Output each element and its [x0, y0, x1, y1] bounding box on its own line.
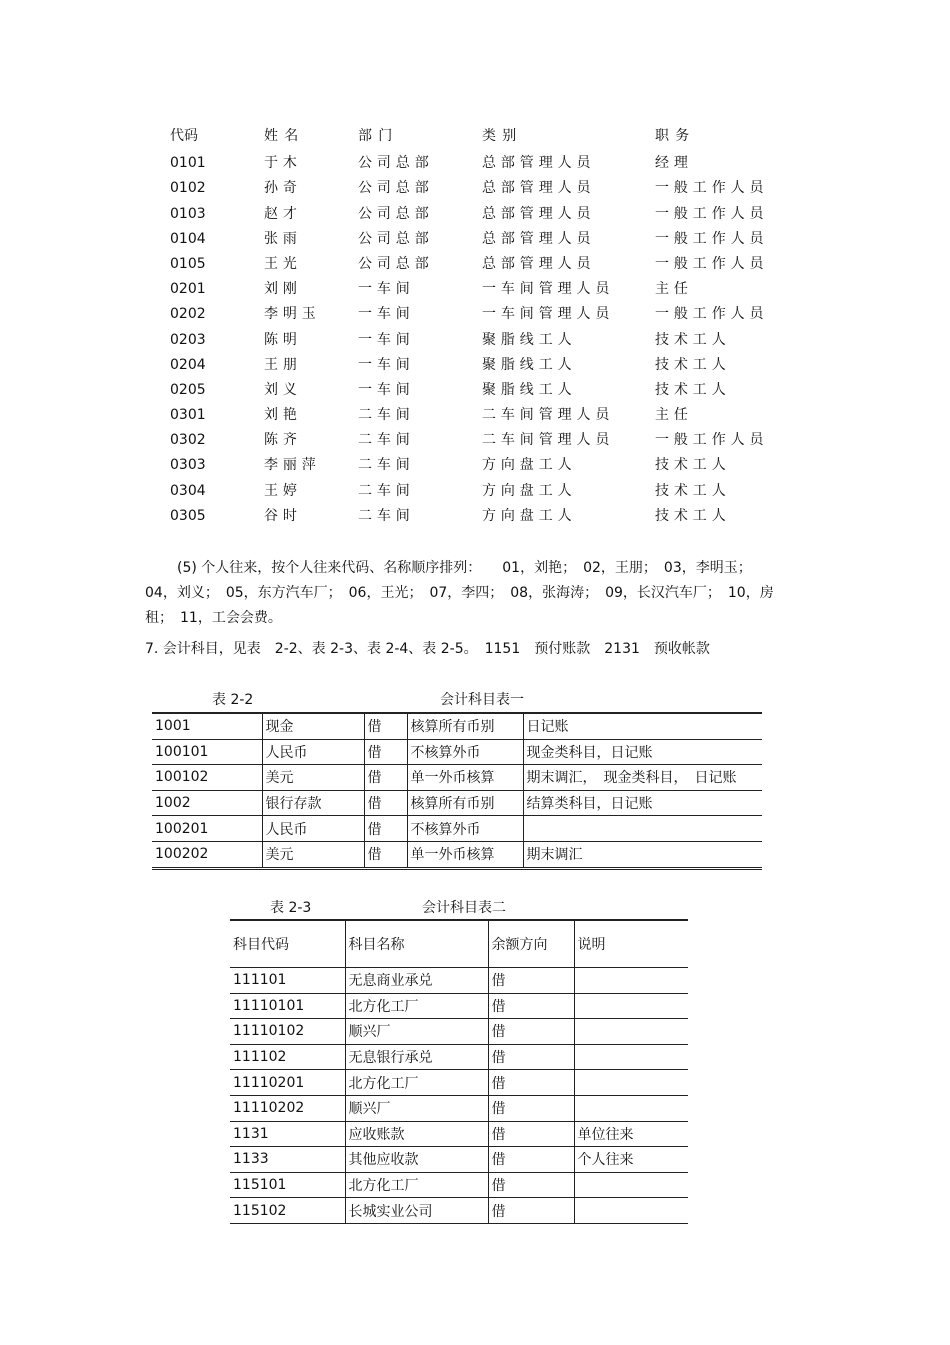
table-cell: 11110201 [230, 1070, 345, 1096]
staff-dept: 公司总部 [358, 255, 434, 272]
staff-dept: 一车间 [358, 381, 415, 398]
staff-position: 一般工作人员 [655, 432, 769, 449]
table-row [230, 1044, 688, 1070]
staff-dept: 一车间 [358, 356, 415, 373]
staff-dept: 公司总部 [358, 230, 434, 247]
header-account-name: 科目名称 [345, 920, 488, 968]
staff-position: 一般工作人员 [655, 306, 769, 323]
table-cell: 美元 [262, 841, 364, 868]
table-cell: 单位往来 [574, 1121, 688, 1147]
table-2-2-title: 会计科目表一 [440, 692, 524, 708]
table-row [152, 790, 762, 816]
staff-position: 经理 [655, 155, 693, 172]
table-cell: 1133 [230, 1147, 345, 1173]
table-cell: 核算所有币别 [407, 713, 523, 739]
staff-name: 陈明 [264, 331, 302, 348]
table-cell: 1131 [230, 1121, 345, 1147]
table-row [230, 1198, 688, 1224]
table-cell [574, 1095, 688, 1121]
staff-name: 李丽萍 [264, 457, 321, 474]
table-cell: 100101 [152, 739, 262, 765]
table-cell: 长城实业公司 [345, 1198, 488, 1224]
table-cell: 借 [488, 993, 574, 1019]
table-cell: 现金 [262, 713, 364, 739]
table-cell: 日记账 [523, 713, 762, 739]
staff-dept: 二车间 [358, 507, 415, 524]
table-2-3-title: 会计科目表二 [422, 900, 506, 916]
header-position: 职务 [655, 128, 696, 144]
table-cell: 美元 [262, 765, 364, 791]
paragraph-5 [145, 556, 810, 631]
staff-code: 0301 [170, 407, 206, 424]
staff-dept: 二车间 [358, 432, 415, 449]
table-cell: 单一外币核算 [407, 841, 523, 868]
table-cell: 其他应收款 [345, 1147, 488, 1173]
table-row [230, 1121, 688, 1147]
staff-code: 0104 [170, 230, 206, 247]
staff-code: 0304 [170, 482, 206, 499]
staff-position: 主任 [655, 407, 693, 424]
table-cell: 借 [364, 841, 407, 868]
table-cell: 借 [488, 1044, 574, 1070]
staff-category: 聚脂线工人 [482, 381, 577, 398]
staff-code: 0203 [170, 331, 206, 348]
table-cell: 100102 [152, 765, 262, 791]
staff-position: 技术工人 [655, 331, 731, 348]
table-cell: 借 [364, 739, 407, 765]
staff-position: 一般工作人员 [655, 230, 769, 247]
staff-category: 一车间管理人员 [482, 306, 615, 323]
header-note: 说明 [574, 920, 688, 968]
table-cell: 借 [488, 1019, 574, 1045]
staff-code: 0302 [170, 432, 206, 449]
staff-code: 0105 [170, 255, 206, 272]
table-row [230, 968, 688, 994]
staff-name: 张雨 [264, 230, 302, 247]
table-2-2-label: 表 2-2 [212, 692, 254, 708]
table-cell: 不核算外币 [407, 816, 523, 842]
header-category: 类别 [482, 128, 523, 144]
table-cell [574, 1019, 688, 1045]
table-cell: 借 [488, 1070, 574, 1096]
staff-dept: 一车间 [358, 281, 415, 298]
table-cell: 不核算外币 [407, 739, 523, 765]
table-cell: 115101 [230, 1172, 345, 1198]
table-cell: 人民币 [262, 816, 364, 842]
table-row [230, 1019, 688, 1045]
table-row [152, 816, 762, 842]
staff-name: 谷时 [264, 507, 302, 524]
accounts-table-1 [152, 712, 762, 870]
table-cell: 期末调汇， 现金类科目， 日记账 [523, 765, 762, 791]
table-cell: 11110102 [230, 1019, 345, 1045]
table-cell: 结算类科目，日记账 [523, 790, 762, 816]
staff-position: 技术工人 [655, 507, 731, 524]
table-cell: 100201 [152, 816, 262, 842]
staff-name: 刘刚 [264, 281, 302, 298]
staff-code: 0101 [170, 155, 206, 172]
table-cell [574, 1198, 688, 1224]
table-cell: 借 [364, 816, 407, 842]
staff-category: 总部管理人员 [482, 205, 596, 222]
staff-code: 0102 [170, 180, 206, 197]
staff-code: 0303 [170, 457, 206, 474]
staff-name: 李明玉 [264, 306, 321, 323]
staff-category: 聚脂线工人 [482, 356, 577, 373]
table-cell: 借 [488, 1198, 574, 1224]
staff-dept: 一车间 [358, 306, 415, 323]
table-cell: 111102 [230, 1044, 345, 1070]
table-cell: 银行存款 [262, 790, 364, 816]
table-cell: 借 [364, 790, 407, 816]
table-cell: 北方化工厂 [345, 1070, 488, 1096]
header-balance-direction: 余额方向 [488, 920, 574, 968]
table-cell: 现金类科目，日记账 [523, 739, 762, 765]
staff-code: 0103 [170, 205, 206, 222]
staff-category: 一车间管理人员 [482, 281, 615, 298]
staff-name: 王婷 [264, 482, 302, 499]
staff-position: 技术工人 [655, 482, 731, 499]
staff-category: 二车间管理人员 [482, 407, 615, 424]
table-cell: 应收账款 [345, 1121, 488, 1147]
table-cell: 借 [364, 713, 407, 739]
staff-code: 0305 [170, 507, 206, 524]
paragraph-5-line1: (5) 个人往来，按个人往来代码、名称顺序排列： 01，刘艳； 02，王朋； 03，李明玉； [177, 560, 752, 576]
table-cell: 1001 [152, 713, 262, 739]
table-cell: 115102 [230, 1198, 345, 1224]
staff-category: 总部管理人员 [482, 180, 596, 197]
table-row [152, 739, 762, 765]
paragraph-5-line2: 04，刘义； 05，东方汽车厂； 06，王光； 07，李四； 08，张海涛； 09，长汉汽车厂； 10，房 [145, 585, 774, 601]
table-cell: 11110202 [230, 1095, 345, 1121]
staff-position: 技术工人 [655, 381, 731, 398]
table-cell: 11110101 [230, 993, 345, 1019]
staff-name: 于木 [264, 155, 302, 172]
table-cell: 100202 [152, 841, 262, 868]
table-cell: 无息银行承兑 [345, 1044, 488, 1070]
table-row [230, 1172, 688, 1198]
staff-category: 二车间管理人员 [482, 432, 615, 449]
table-cell: 111101 [230, 968, 345, 994]
staff-name: 陈齐 [264, 432, 302, 449]
paragraph-7: 7. 会计科目，见表 2-2、表 2-3、表 2-4、表 2-5。 1151 预付账款 2131 预收帐款 [145, 641, 710, 657]
staff-dept: 公司总部 [358, 180, 434, 197]
staff-category: 总部管理人员 [482, 255, 596, 272]
table-cell: 无息商业承兑 [345, 968, 488, 994]
staff-name: 刘义 [264, 381, 302, 398]
staff-dept: 二车间 [358, 482, 415, 499]
table-cell: 借 [364, 765, 407, 791]
table-row [152, 765, 762, 791]
staff-code: 0202 [170, 306, 206, 323]
table-cell: 借 [488, 1121, 574, 1147]
staff-position: 主任 [655, 281, 693, 298]
table-row [230, 1070, 688, 1096]
staff-name: 王光 [264, 255, 302, 272]
table-row [230, 1095, 688, 1121]
table-cell: 借 [488, 1147, 574, 1173]
staff-category: 总部管理人员 [482, 155, 596, 172]
paragraph-5-line3: 租； 11，工会会费。 [145, 610, 282, 626]
staff-dept: 公司总部 [358, 155, 434, 172]
table-2-3-label: 表 2-3 [270, 900, 312, 916]
table-2-3-header-row [230, 920, 688, 968]
table-cell: 北方化工厂 [345, 993, 488, 1019]
table-cell [574, 993, 688, 1019]
staff-category: 聚脂线工人 [482, 331, 577, 348]
staff-code: 0201 [170, 281, 206, 298]
staff-category: 方向盘工人 [482, 507, 577, 524]
table-row [230, 993, 688, 1019]
staff-dept: 公司总部 [358, 205, 434, 222]
staff-position: 一般工作人员 [655, 180, 769, 197]
table-cell: 核算所有币别 [407, 790, 523, 816]
table-cell: 借 [488, 1095, 574, 1121]
staff-category: 总部管理人员 [482, 230, 596, 247]
staff-dept: 一车间 [358, 331, 415, 348]
header-account-code: 科目代码 [230, 920, 345, 968]
staff-position: 技术工人 [655, 356, 731, 373]
accounts-table-2 [230, 919, 688, 1224]
staff-position: 一般工作人员 [655, 255, 769, 272]
staff-position: 技术工人 [655, 457, 731, 474]
header-code: 代码 [170, 128, 198, 144]
table-cell: 顺兴厂 [345, 1095, 488, 1121]
staff-code: 0204 [170, 356, 206, 373]
staff-category: 方向盘工人 [482, 457, 577, 474]
table-cell: 1002 [152, 790, 262, 816]
table-row [152, 713, 762, 739]
table-cell: 人民币 [262, 739, 364, 765]
table-row [230, 1147, 688, 1173]
table-row [152, 841, 762, 868]
table-cell [523, 816, 762, 842]
table-cell: 个人往来 [574, 1147, 688, 1173]
staff-code: 0205 [170, 381, 206, 398]
table-cell: 期末调汇 [523, 841, 762, 868]
staff-category: 方向盘工人 [482, 482, 577, 499]
table-cell [574, 968, 688, 994]
table-cell: 借 [488, 1172, 574, 1198]
table-cell [574, 1044, 688, 1070]
table-cell: 单一外币核算 [407, 765, 523, 791]
staff-name: 王朋 [264, 356, 302, 373]
table-cell [574, 1172, 688, 1198]
staff-dept: 二车间 [358, 457, 415, 474]
staff-name: 赵才 [264, 205, 302, 222]
table-cell: 北方化工厂 [345, 1172, 488, 1198]
header-dept: 部门 [358, 128, 399, 144]
header-name: 姓名 [264, 128, 305, 144]
staff-position: 一般工作人员 [655, 205, 769, 222]
staff-name: 孙奇 [264, 180, 302, 197]
table-cell [574, 1070, 688, 1096]
staff-name: 刘艳 [264, 407, 302, 424]
table-cell: 借 [488, 968, 574, 994]
staff-dept: 二车间 [358, 407, 415, 424]
table-cell: 顺兴厂 [345, 1019, 488, 1045]
